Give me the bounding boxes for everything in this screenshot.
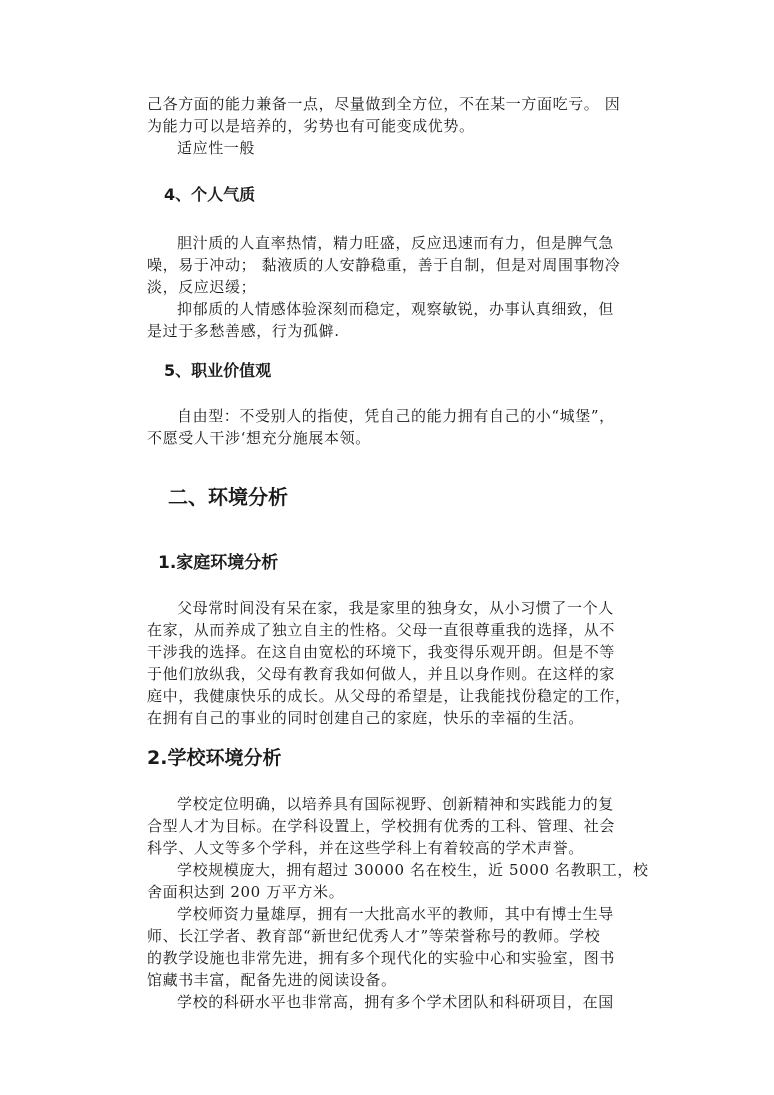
paragraph-line: 师、长江学者、教育部“新世纪优秀人才”等荣誉称号的教师。学校 (147, 927, 601, 945)
paragraph-line: 于他们放纵我，父母有教育我如何做人，并且以身作则。在这样的家 (147, 665, 616, 683)
paragraph-line: 为能力可以是培养的，劣势也有可能变成优势。 (147, 117, 475, 135)
paragraph-line: 庭中，我健康快乐的成长。从父母的希望是，让我能找份稳定的工作， (147, 687, 631, 705)
paragraph-line: 自由型：不受别人的指使，凭自己的能力拥有自己的小“城堡”， (177, 407, 615, 425)
paragraph-line: 学校定位明确，以培养具有国际视野、创新精神和实践能力的复 (177, 795, 614, 813)
paragraph-line: 抑郁质的人情感体验深刻而稳定，观察敏锐，办事认真细致，但 (177, 300, 614, 318)
paragraph-line: 学校的科研水平也非常高，拥有多个学术团队和科研项目，在国 (177, 993, 614, 1011)
paragraph-line: 适应性一般 (177, 139, 256, 157)
section-heading: 2.学校环境分析 (147, 747, 282, 769)
paragraph-line: 合型人才为目标。在学科设置上，学校拥有优秀的工科、管理、社会 (147, 817, 616, 835)
paragraph-line: 舍面积达到 200 万平方米。 (147, 883, 345, 901)
paragraph-line: 馆藏书丰富，配备先进的阅读设备。 (147, 971, 397, 989)
section-heading: 1.家庭环境分析 (158, 553, 279, 573)
section-heading: 5、职业价值观 (164, 361, 272, 380)
paragraph-line: 父母常时间没有呆在家，我是家里的独身女，从小习惯了一个人 (177, 599, 614, 617)
paragraph-line: 的教学设施也非常先进，拥有多个现代化的实验中心和实验室，图书 (147, 949, 616, 967)
paragraph-line: 在拥有自己的事业的同时创建自己的家庭，快乐的幸福的生活。 (147, 709, 584, 727)
paragraph-line: 在家，从而养成了独立自主的性格。父母一直很尊重我的选择，从不 (147, 621, 616, 639)
paragraph-line: 不愿受人干涉‘想充分施展本领。 (147, 429, 371, 447)
paragraph-line: 干涉我的选择。在这自由宽松的环境下，我变得乐观开朗。但是不等 (147, 643, 616, 661)
paragraph-line: 噪，易于冲动； 黏液质的人安静稳重，善于自制，但是对周围事物冷 (147, 256, 621, 274)
paragraph-line: 科学、人文等多个学科，并在这些学科上有着较高的学术声誉。 (147, 839, 584, 857)
paragraph-line: 是过于多愁善感，行为孤僻. (147, 322, 340, 340)
paragraph-line: 淡，反应迟缓； (147, 278, 257, 296)
paragraph-line: 学校规模庞大，拥有超过 30000 名在校生，近 5000 名教职工，校 (177, 861, 649, 879)
chapter-heading: 二、环境分析 (168, 485, 288, 509)
paragraph-line: 学校师资力量雄厚，拥有一大批高水平的教师，其中有博士生导 (177, 905, 614, 923)
section-heading: 4、个人气质 (164, 185, 256, 204)
paragraph-line: 胆汁质的人直率热情，精力旺盛，反应迅速而有力，但是脾气急 (177, 234, 614, 252)
paragraph-line: 己各方面的能力兼备一点，尽量做到全方位，不在某一方面吃亏。 因 (147, 95, 621, 113)
